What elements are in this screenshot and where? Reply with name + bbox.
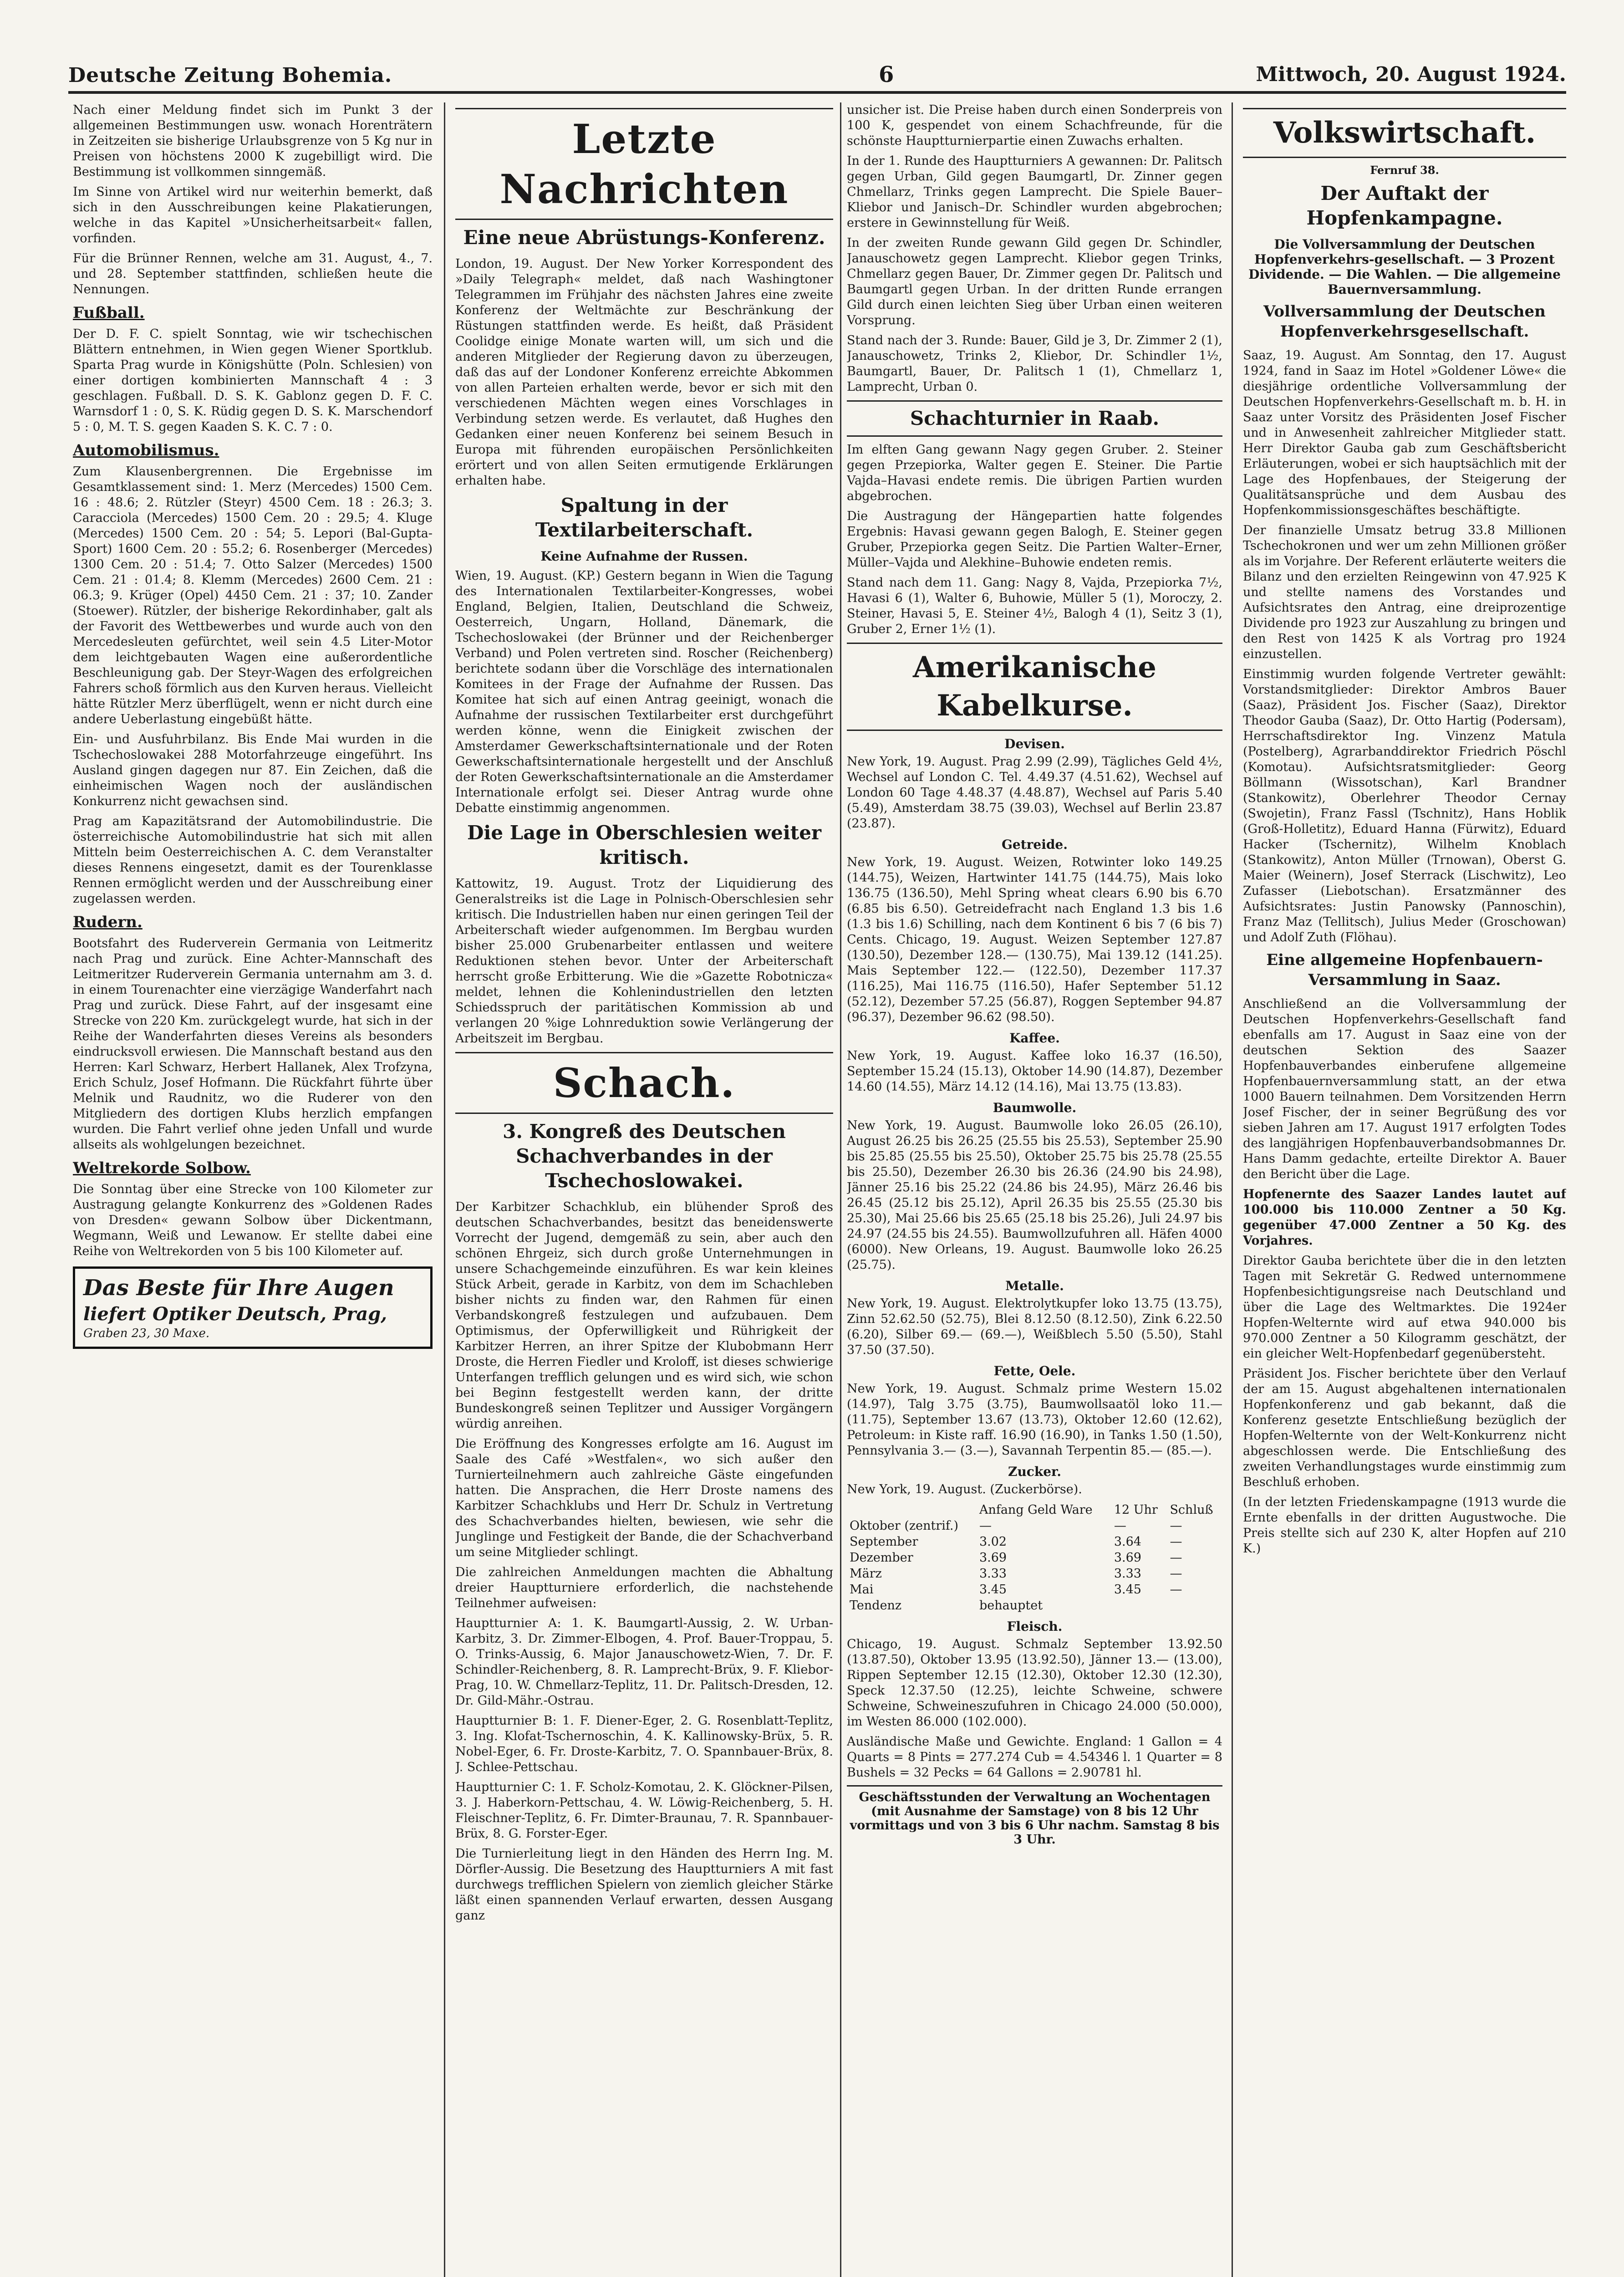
office-hours-notice: Geschäftsstunden der Verwaltung an Wochentagen (mit Ausnahme der Samstage) von 8 bis 12 Uhr vormittags und von 3 bis 6 Uhr nachm. Samstag 8 bis 3 Uhr. bbox=[847, 1785, 1222, 1847]
table-cell: Oktober (zentrif.) bbox=[850, 1519, 959, 1533]
column-divider-1 bbox=[444, 102, 445, 2277]
table-cell: — bbox=[979, 1519, 992, 1533]
schach-continued: unsicher ist. Die Preise haben durch einen Sonderpreis von 100 K, gespendet von einem Schachfreunde, für die schönste Hauptturnierpartie einen Zuwachs erhalten. bbox=[847, 103, 1222, 148]
schach-turnier-c: Hauptturnier C: 1. F. Scholz-Komotau, 2. K. Glöckner-Pilsen, 3. J. Haberkorn-Pettschau, 4. W. Löwig-Reichenberg, 5. H. Fleischner-Teplitz, 6. Fr. Dimter-Braunau, 7. R. Spannbauer-Brüx, 8. G. Forster-Eger. bbox=[455, 1780, 833, 1841]
table-cell: 3.33 bbox=[1114, 1567, 1141, 1581]
section-heading-rudern: Rudern. bbox=[73, 913, 143, 931]
automobilismus-text: Zum Klausenbergrennen. Die Ergebnisse im Gesamtklassement sind: 1. Merz (Mercedes) 1500 Cem. 16 : 48.6; 2. Rützler (Steyr) 4500 Cem. 18 : 26.3; 3. Caracciola (Mercedes) 1500 Cem. 20 : 29.5; 4. Kluge (Mercedes) 1500 Cem. 20 : 54; 5. Lepori (Bal-Gupta-Sport) 1600 Cem. 20 : 55.2; 6. Rosenberger (Mercedes) 1300 Cem. 20 : 51.4; 7. Otto Salzer (Mercedes) 1500 Cem. 21 : 01.4; 8. Klemm (Mercedes) 2600 Cem. 21 : 06.3; 9. Krüger (Opel) 4450 Cem. 21 : 37; 10. Zander (Stoewer). Rützler, der bisherige Rekordinhaber, galt als der Favorit des Wettbewerbes und wurde auch von den Mercedesleuten gefürchtet, weil sein 4.5 Liter-Motor dem leichtgebauten Wagen eine außerordentliche Beschleunigung gab. Der Steyr-Wagen des erfolgreichen Fahrers schoß förmlich aus den Kurven heraus. Vielleicht hätte Rützler Merz überflügelt, wenn er nicht durch eine andere Ueberlastung eingebüßt hätte. bbox=[73, 465, 433, 726]
table-cell: — bbox=[1114, 1519, 1126, 1533]
schach-text-3: Die zahlreichen Anmeldungen machten die Abhaltung dreier Hauptturniere erforderlich, die nachstehende Teilnehmer aufweisen: bbox=[455, 1565, 833, 1610]
header-rule bbox=[68, 91, 1566, 94]
issue-date: Mittwoch, 20. August 1924. bbox=[1256, 63, 1566, 86]
table-cell: — bbox=[1170, 1519, 1182, 1533]
brno-races-note: Für die Brünner Rennen, welche am 31. August, 4., 7. und 28. September stattfinden, schließen heute die Nennungen. bbox=[73, 251, 433, 296]
market-heading-kaffee: Kaffee. bbox=[1009, 1031, 1060, 1046]
schach-text-2: Die Eröffnung des Kongresses erfolgte am 16. August im Saale des Café »Westfalen«, wo sich außer den Turnierteilnehmern auch zahlreiche Gäste eingefunden hatten. Die Ansprachen, die Herr Droste namens des Karbitzer Schachklubs und Herr Dr. Schulz in Vertretung des Schachverbandes hielten, bewiesen, wie sehr die Junglinge und Festigkeit der Bande, die der Schachverband um seine Mitglieder schlingt. bbox=[455, 1437, 833, 1559]
schach-text: Der Karbitzer Schachklub, ein blühender Sproß des deutschen Schachverbandes, besitzt das beneidenswerte Vorrecht der Jugend, demgemäß zu sein, aber auch den schönen Ehrgeiz, sich durch große Unternehmungen in unsere Schachgemeinde einzuführen. Es war kein kleines Stück Arbeit, gerade in Karbitz, von dem im Schachleben bisher nichts zu finden war, den Rahmen für einen Verbandskongreß festzulegen und aufzubauen. Dem Optimismus, der Opferwilligkeit und Rührigkeit der Karbitzer Herren, an ihrer Spitze der Klubobmann Herr Droste, die Herren Fiedler und Kroloff, ist dieses schwierige Unterfangen trefflich gelungen und es wird sich, wie schon bei Beginn festgestellt werden kann, der dritte Bundeskongreß seinen Teplitzer und Aussiger Vorgängern würdig anreihen. bbox=[455, 1200, 833, 1431]
textil-text: Wien, 19. August. (KP.) Gestern begann in Wien die Tagung des Internationalen Textilarbeiter-Kongresses, wobei England, Belgien, Italien, Deutschland die Schweiz, Oesterreich, Ungarn, Holland, Dänemark, die Tschechoslowakei (der Brünner und der Reichenberger Verband) und Polen vertreten sind. Roscher (Reichenberg) berichtete sodann über die Vorschläge des internationalen Komitees in der Frage der Aufnahme der Russen. Das Komitee hat sich auf einen Antrag geeinigt, wonach die Aufnahme der russischen Textilarbeiter erst durchgeführt werden könne, wenn die Einigkeit zwischen der Amsterdamer Gewerkschaftsinternationale und der Roten Gewerkschaftsinternationale hergestellt und der Anschluß der Roten Gewerkschaftsinternationale an die Amsterdamer Internationale erfolgt sei. Dieser Antrag wurde ohne Debatte einstimmig angenommen. bbox=[455, 569, 833, 815]
vollversammlung-text: Saaz, 19. August. Am Sonntag, den 17. August 1924, fand in Saaz im Hotel »Goldener Löwe« die diesjährige ordentliche Vollversammlung der Deutschen Hopfenverkehrs-Gesellschaft m. b. H. in Saaz unter Vorsitz des Präsidenten Josef Fischer und in Anwesenheit zahlreicher Mitglieder statt. Herr Direktor Gauba gab zum Geschäftsbericht Erläuterungen, wobei er sich hauptsächlich mit der Lage des Hopfenbaues, der Steigerung der Qualitätsansprüche und dem Ausbau des Hopfenkommissionsgeschäftes beschäftigte. bbox=[1243, 348, 1566, 517]
kaffee-text: New York, 19. August. Kaffee loko 16.37 (16.50), September 15.24 (15.13), Oktober 14.90 (14.87), Dezember 14.60 (14.55), März 14.12 (14.16), Mai 13.75 (13.83). bbox=[847, 1049, 1222, 1094]
sport-intro: Nach einer Meldung findet sich im Punkt 3 der allgemeinen Bestimmungen usw. wonach Horenträtern in Zeitzeiten sie bisherige Urlaubsgrenze von 5 Kg nur in Preisen von höchstens 2000 K zugebilligt wird. Die Bestimmung ist vollkommen sinngemäß. bbox=[73, 103, 433, 179]
table-cell: 3.45 bbox=[1114, 1583, 1141, 1597]
market-heading-devisen: Devisen. bbox=[1004, 736, 1065, 751]
section-heading-automobilismus: Automobilismus. bbox=[73, 441, 219, 459]
abruestung-text: London, 19. August. Der New Yorker Korrespondent des »Daily Telegraph« meldet, daß nach Washingtoner Telegrammen im Frühjahr des nächsten Jahres eine zweite Konferenz der Weltmächte zur Beschränkung der Rüstungen stattfinden werde. Es heißt, daß Präsident Coolidge einige Monate warten will, um sich und die anderen Mitglieder der Regierung davon zu überzeugen, daß das auf der Londoner Konferenz erreichte Abkommen von allen Parteien erhalten werde, bevor er sich mit den verschiedenen Mächten wegen eines Vorschlages in Verbindung setzen werde. Es verlautet, daß Hughes den Gedanken einer neuen Konferenz bei seinem Besuch in Europa mit führenden europäischen Persönlichkeiten erörtert und von allen Seiten ermutigende Erklärungen erhalten habe. bbox=[455, 257, 833, 488]
table-row bbox=[847, 1566, 1222, 1582]
headline-oberschlesien: Die Lage in Oberschlesien weiter kritisch. bbox=[467, 822, 822, 868]
column-sport bbox=[73, 102, 433, 2277]
section-heading-weltrekorde: Weltrekorde Solbow. bbox=[73, 1159, 251, 1177]
table-cell: — bbox=[1170, 1567, 1182, 1581]
headline-raab: Schachturnier in Raab. bbox=[847, 400, 1222, 437]
section-heading-fussball: Fußball. bbox=[73, 304, 145, 322]
market-heading-fette: Fette, Oele. bbox=[993, 1363, 1076, 1378]
table-cell: 3.64 bbox=[1114, 1535, 1141, 1549]
vollversammlung-text-2: Der finanzielle Umsatz betrug 33.8 Millionen Tschechokronen und wer um zehn Millionen größer als im Vorjahre. Der Referent erläuterte weiters die Bilanz und den erzielten Reingewinn von 47.925 K und stellte namens des Vorstandes und Aufsichtsrates den Antrag, eine dreiprozentige Dividende pro 1923 zur Auszahlung zu bringen und den Rest von 1425 K als Vortrag pro 1924 einzustellen. bbox=[1243, 523, 1566, 661]
ad-headline: Das Beste für Ihre Augen bbox=[83, 1275, 394, 1301]
column-economy bbox=[1243, 102, 1566, 2277]
optician-advertisement bbox=[73, 1266, 433, 1349]
table-cell bbox=[1167, 1598, 1222, 1613]
cable-rates-title: Amerikanische Kabelkurse. bbox=[847, 643, 1222, 731]
table-cell: 3.69 bbox=[979, 1551, 1007, 1565]
rudern-text: Bootsfahrt des Ruderverein Germania von Leitmeritz nach Prag und zurück. Eine Achter-Mannschaft des Leitmeritzer Ruderverein Germania unternahm am 3. d. in einem Tourenachter eine vierzägige Wanderfahrt nach Prag und zurück. Diese Fahrt, auf der insgesamt eine Strecke von 220 Km. zurückgelegt wurde, hat sich in der Reihe der Wanderfahrten dieses Vereins als besonders eindrucksvoll erwiesen. Die Mannschaft bestand aus den Herren: Karl Schwarz, Herbert Hallanek, Alex Trofzyna, Erich Schulz, Josef Hofmann. Die Rückfahrt führte über Melnik und Raudnitz, wo die Ruderer von den Mitgliedern des dortigen Klubs herzlich empfangen wurden. Die Fahrt verlief ohne jeden Unfall und wurde allseits als wohlgelungen bezeichnet. bbox=[73, 936, 433, 1152]
baumwolle-text: New York, 19. August. Baumwolle loko 26.05 (26.10), August 26.25 bis 26.25 (25.55 bis 25.53), September 25.90 bis 25.85 (25.55 bis 25.50), Oktober 25.75 bis 25.78 (25.55 bis 25.50), Dezember 26.30 bis 26.36 (24.90 bis 24.98), Jänner 25.16 bis 25.22 (24.86 bis 24.95), März 26.46 bis 26.45 (25.12 bis 25.12), April 26.35 bis 25.55 (25.30 bis 25.30), Mai 25.66 bis 25.65 (25.18 bis 25.26), Juli 24.97 bis 24.97 (24.55 bis 24.55). Baumwollzufuhren all. Häfen 4000 (6000). New Orleans, 19. August. Baumwolle loko 26.25 (25.75). bbox=[847, 1118, 1222, 1272]
headline-hopfenkampagne: Der Auftakt der Hopfenkampagne. bbox=[1306, 182, 1503, 229]
table-cell: 3.45 bbox=[979, 1583, 1007, 1597]
devisen-text: New York, 19. August. Prag 2.99 (2.99), Tägliches Geld 4½, Wechsel auf London C. Tel. 4.49.37 (4.51.62), Wechsel auf London 60 Tage 4.48.37 (4.48.87), Wechsel auf Paris 5.40 (5.49), Amsterdam 38.75 (39.03), Wechsel auf Berlin 23.87 (23.87). bbox=[847, 755, 1222, 831]
market-heading-baumwolle: Baumwolle. bbox=[993, 1100, 1077, 1115]
sugar-table-header bbox=[847, 1502, 1222, 1518]
table-cell: September bbox=[850, 1535, 918, 1549]
ad-company: liefert Optiker Deutsch, Prag, bbox=[83, 1303, 387, 1325]
table-cell: — bbox=[1170, 1535, 1182, 1549]
table-header-cell: 12 Uhr bbox=[1114, 1503, 1158, 1517]
bauern-text-4: Präsident Jos. Fischer berichtete über den Verlauf der am 15. August abgehaltenen internationalen Hopfenkonferenz und gab bekannt, daß die Konferenz gesetzte Entschließung bezüglich der Hopfen-Welternte von der Welt-Konkurrenz nicht abgeschlossen werde. Die Entschließung des zweiten Verhandlungstages wurde einstimmig zum Beschluß erhoben. bbox=[1243, 1367, 1566, 1489]
masse-gewichte-text: Ausländische Maße und Gewichte. England: 1 Gallon = 4 Quarts = 8 Pints = 277.274 Cub = 4.54346 l. 1 Quarter = 8 Bushels = 32 Pecks = 64 Gallons = 2.90781 hl. bbox=[847, 1735, 1222, 1780]
fleisch-text: Chicago, 19. August. Schmalz September 13.92.50 (13.87.50), Oktober 13.95 (13.92.50), Jänner 13.— (13.00), Rippen September 12.15 (12.30), Oktober 12.30 (12.30), Speck 12.37.50 (12.25), leichte Schweine, schwere Schweine, Schweineszufuhren in Chicago 24.000 (50.000), im Westen 86.000 (102.000). bbox=[847, 1637, 1222, 1729]
table-header-cell: Anfang Geld Ware bbox=[979, 1503, 1093, 1517]
bauern-text: Anschließend an die Vollversammlung der Deutschen Hopfenverkehrs-Gesellschaft fand ebenfalls am 17. August in Saaz eine von der deutschen Sektion des Saazer Hopfenbauverbandes einberufene allgemeine Hopfenbauernversammlung statt, an der etwa 1000 Bauern teilnahmen. Dem Vorsitzenden Herrn Josef Fischer, der in seiner Begrüßung des vor sieben Jahren am 17. August 1917 erfolgten Todes des langjährigen Hopfenbauverbandsobmannes Dr. Hans Damm gedachte, erteilte Direktor A. Bauer den Bericht über die Lage. bbox=[1243, 997, 1566, 1181]
schach-turnier-b: Hauptturnier B: 1. F. Diener-Eger, 2. G. Rosenblatt-Teplitz, 3. Ing. Klofat-Tschernoschin, 4. K. Kallinowsky-Brüx, 5. R. Nobel-Eger, 6. Fr. Droste-Karbitz, 7. O. Spannbauer-Brüx, 8. J. Schlee-Pettschau. bbox=[455, 1714, 833, 1774]
chess-section-title: Schach. bbox=[455, 1052, 833, 1114]
headline-abruestung: Eine neue Abrüstungs-Konferenz. bbox=[463, 226, 825, 249]
fussball-text: Der D. F. C. spielt Sonntag, wie wir tschechischen Blättern entnehmen, in Wien gegen Wiener Sportklub. Sparta Prag wurde in Königshütte (Poln. Schlesien) von einer dortigen kombinierten Mannschaft 4 : 3 geschlagen. Fußball. D. S. K. Gablonz gegen D. F. C. Warnsdorf 1 : 0, S. K. Rüdig gegen D. S. K. Marschendorf 5 : 0, M. T. S. gegen Kaaden S. K. C. 7 : 0. bbox=[73, 327, 433, 434]
latest-news-title: Letzte Nachrichten bbox=[455, 108, 833, 220]
kicker-hopfenkampagne: Die Vollversammlung der Deutschen Hopfenverkehrs-gesellschaft. — 3 Prozent Dividende. — Die Wahlen. — Die allgemeine Bauernversammlung. bbox=[1248, 237, 1561, 297]
table-cell: 3.33 bbox=[979, 1567, 1007, 1581]
table-cell: 3.69 bbox=[1114, 1551, 1141, 1565]
market-heading-zucker: Zucker. bbox=[1008, 1464, 1061, 1479]
oberschlesien-text: Kattowitz, 19. August. Trotz der Liquidierung des Generalstreiks ist die Lage in Polnisch-Oberschlesien sehr kritisch. Die Industriellen haben nur einen geringen Teil der Arbeiterschaft wieder aufgenommen. Im Bergbau wurden bisher 25.000 Grubenarbeiter entlassen und weitere Reduktionen stehen bevor. Unter der Arbeiterschaft herrscht große Erbitterung. Wie die »Gazette Robotnicza« meldet, lehnen die Kohlenindustriellen den letzten Schiedsspruch der paritätischen Kommission ab und verlangen 20 %ige Lohnreduktion sowie Verlängerung der Arbeitszeit im Bergbau. bbox=[455, 877, 833, 1046]
getreide-text: New York, 19. August. Weizen, Rotwinter loko 149.25 (144.75), Weizen, Hartwinter 141.75 (144.75), Mais loko 136.75 (136.50), Mehl Spring wheat clears 6.90 bis 6.70 (6.85 bis 6.50). Getreidefracht nach England 1.3 bis 1.6 (1.3 bis 1.6) Schilling, nach dem Kontinent 6 bis 7 (6 bis 7) Cents. Chicago, 19. August. Weizen September 127.87 (130.50), Dezember 128.— (130.75), Mai 139.12 (141.25). Mais September 122.— (122.50), Dezember 117.37 (116.25), Mai 116.75 (116.50), Hafer September 51.12 (52.12), Dezember 57.25 (56.87), Roggen September 94.87 (96.37), Dezember 96.62 (98.50). bbox=[847, 855, 1222, 1024]
market-heading-fleisch: Fleisch. bbox=[1007, 1619, 1063, 1634]
table-row bbox=[847, 1550, 1222, 1566]
raab-text-2: Die Austragung der Hängepartien hatte folgendes Ergebnis: Havasi gewann gegen Balogh, E. Steiner gegen Gruber, Przepiorka gegen Seitz. Die Partien Walter–Erner, Müller–Vajda und Alekhine–Buhowie endeten remis. bbox=[847, 509, 1222, 570]
headline-vollversammlung: Vollversammlung der Deutschen Hopfenverkehrsgesellschaft. bbox=[1263, 302, 1546, 341]
vollversammlung-wahlen: Einstimmig wurden folgende Vertreter gewählt: Vorstandsmitglieder: Direktor Ambros Bauer (Saaz), Präsident Jos. Fischer (Saaz), Direktor Theodor Gauba (Saaz), Dr. Otto Hartig (Podersam), Herrschaftsdirektor Ing. Vinzenz Matula (Postelberg), Agrarbanddirektor Friedrich Pöschl (Komotau). Aufsichtsratsmitglieder: Georg Böllmann (Wissotschan), Karl Brandner (Stankowitz), Oberlehrer Theodor Cernay (Swojetin), Franz Fassl (Tschnitz), Hans Hoblik (Groß-Holletitz), Eduard Hanna (Fürwitz), Eduard Hacker (Tschernitz), Wilhelm Knoblach (Stankowitz), Anton Müller (Trnowan), Oberst G. Maier (Weinern), Josef Sterrack (Lischwitz), Leo Zufasser (Liebotschan). Ersatzmänner des Aufsichtsrates: Justin Panowsky (Pannoschin), Franz Maz (Tellitsch), Julius Meder (Groschowan) und Adolf Zuth (Flöhau). bbox=[1243, 667, 1566, 944]
page-header bbox=[68, 55, 1566, 96]
bauern-text-3: Direktor Gauba berichtete über die in den letzten Tagen mit Sekretär G. Redwed unternommene Hopfenbesichtigungsreise nach Deutschland und über die Lage des Weltmarktes. Die 1924er Hopfen-Welternte wird auf etwa 940.000 bis 970.000 Zentner a 50 Kilogramm geschätzt, der ein gleicher Welt-Hopfenbedarf gegenübersteht. bbox=[1243, 1254, 1566, 1361]
schach-stand: Stand nach der 3. Runde: Bauer, Gild je 3, Dr. Zimmer 2 (1), Janauschowetz, Trinks 2, Kliebor, Dr. Schindler 1½, Baumgartl, Bauer, Dr. Palitsch 1 (1), Chmellarz 1, Lamprecht, Urban 0. bbox=[847, 333, 1222, 394]
headline-bauernversammlung: Eine allgemeine Hopfenbauern-Versammlung in Saaz. bbox=[1266, 951, 1543, 989]
bauern-text-5: (In der letzten Friedenskampagne (1913 wurde die Ernte ebenfalls in der dritten Augustwoche. Die Preis stellte sich auf 230 K, alter Hopfen auf 210 K.) bbox=[1243, 1495, 1566, 1556]
table-header-cell bbox=[847, 1502, 977, 1518]
table-cell: Dezember bbox=[850, 1551, 913, 1565]
raab-text-3: Stand nach dem 11. Gang: Nagy 8, Vajda, Przepiorka 7½, Havasi 6 (1), Walter 6, Buhowie, Müller 5 (1), Moroczy, 2. Steiner, Havasi 5, E. Steiner 4½, Balogh 4 (1), Seitz 3 (1), Gruber 2, Erner 1½ (1). bbox=[847, 576, 1222, 636]
schach-text-4: Die Turnierleitung liegt in den Händen des Herrn Ing. M. Dörfler-Aussig. Die Besetzung des Hauptturniers A mit fast durchwegs trefflichen Spielern von ziemlich gleicher Stärke läßt einen spannenden Verlauf erwarten, dessen Ausgang ganz bbox=[455, 1847, 833, 1923]
table-row bbox=[847, 1598, 1222, 1613]
automobilismus-text-2: Ein- und Ausfuhrbilanz. Bis Ende Mai wurden in die Tschechoslowakei 288 Motorfahrzeuge eingeführt. Ins Ausland gingen dagegen nur 87. Ein Zeichen, daß die einheimischen Wagen noch der ausländischen Konkurrenz nicht gewachsen sind. bbox=[73, 732, 433, 808]
paper-name: Deutsche Zeitung Bohemia. bbox=[68, 64, 392, 87]
column-chess-markets bbox=[847, 102, 1222, 2277]
phone-number: Fernruf 38. bbox=[1370, 163, 1439, 177]
market-heading-metalle: Metalle. bbox=[1005, 1278, 1064, 1293]
weltrekorde-text: Die Sonntag über eine Strecke von 100 Kilometer zur Austragung gelangte Konkurrenz des »Goldenen Rades von Dresden« gewann Solbow über Dickentmann, Wegmann, Weiß und Lewanow. Er stellte dabei eine Reihe von Weltrekorden von 5 bis 100 Kilometer auf. bbox=[73, 1182, 433, 1258]
kicker-textil: Keine Aufnahme der Russen. bbox=[540, 549, 748, 564]
sugar-table bbox=[847, 1502, 1222, 1613]
table-row bbox=[847, 1534, 1222, 1550]
table-cell: behauptet bbox=[979, 1598, 1043, 1613]
table-cell: 3.02 bbox=[979, 1535, 1007, 1549]
metalle-text: New York, 19. August. Elektrolytkupfer loko 13.75 (13.75), Zinn 52.62.50 (52.75), Blei 8.12.50 (8.12.50), Zink 6.22.50 (6.20), Silber 69.— (69.—), Weißblech 5.50 (5.50), Stahl 37.50 (37.50). bbox=[847, 1297, 1222, 1357]
automobilismus-text-3: Prag am Kapazitätsrand der Automobilindustrie. Die österreichische Automobilindustrie hat sich mit allen Mitteln beim Oesterreichischen A. C. dem Veranstalter dieses Rennens eingesetzt, damit es der Tourenklasse Rennen ermöglicht werden und der Ausschreibung einer zugelassen werden. bbox=[73, 814, 433, 906]
column-divider-2 bbox=[840, 102, 841, 2277]
schach-runde-2: In der zweiten Runde gewann Gild gegen Dr. Schindler, Janauschowetz gegen Lamprecht. Kliebor gegen Trinks, Chmellarz gegen Bauer, Dr. Zimmer gegen Dr. Palitsch und Baumgartl gegen Urban. In der dritten Runde errangen Gild durch einen leichten Sieg über Urban einen weiteren Vorsprung. bbox=[847, 236, 1222, 327]
table-cell: März bbox=[850, 1567, 882, 1581]
market-heading-getreide: Getreide. bbox=[1001, 837, 1068, 852]
ad-address: Graben 23, 30 Maxe. bbox=[83, 1327, 210, 1340]
headline-textil: Spaltung in der Textilarbeiterschaft. bbox=[535, 494, 753, 541]
bauern-text-2: Hopfenernte des Saazer Landes lautet auf 100.000 bis 110.000 Zentner a 50 Kg. gegenüber 47.000 Zentner a 50 Kg. des Vorjahres. bbox=[1243, 1187, 1566, 1248]
fette-text: New York, 19. August. Schmalz prime Western 15.02 (14.97), Talg 3.75 (3.75), Baumwollsaatöl loko 11.— (11.75), September 13.67 (13.73), Oktober 12.60 (12.62), Petroleum: in Kiste raff. 16.90 (16.90), in Tanks 1.50 (1.50), Pennsylvania 3.— (3.—), Savannah Terpentin 85.— (85.—). bbox=[847, 1382, 1222, 1458]
page-number: 6 bbox=[879, 62, 894, 87]
table-header-cell: Schluß bbox=[1170, 1503, 1213, 1517]
sport-intro-2: Im Sinne von Artikel wird nur weiterhin bemerkt, daß sich in den Ausschreibungen keine Plakatierungen, welche in das Kapitel »Unsicherheitsarbeit« fallen, vorfinden. bbox=[73, 185, 433, 245]
column-divider-3 bbox=[1232, 102, 1233, 2277]
column-news-chess bbox=[455, 102, 833, 2277]
raab-text: Im elften Gang gewann Nagy gegen Gruber. 2. Steiner gegen Przepiorka, Walter gegen E. Steiner. Die Partie Vajda–Havasi endete remis. Die übrigen Partien wurden abgebrochen. bbox=[847, 443, 1222, 503]
schach-runde-1: In der 1. Runde des Hauptturniers A gewannen: Dr. Palitsch gegen Urban, Gild gegen Baumgartl, Dr. Zinner gegen Chmellarz, Trinks gegen Lamprecht. Die Spiele Bauer–Kliebor und Janisch–Dr. Schindler wurden abgebrochen; erstere in Gewinnstellung für Weiß. bbox=[847, 154, 1222, 230]
table-cell: — bbox=[1170, 1551, 1182, 1565]
table-row bbox=[847, 1518, 1222, 1534]
table-cell: Mai bbox=[850, 1583, 874, 1597]
headline-schachkongress: 3. Kongreß des Deutschen Schachverbandes in der Tschechoslowakei. bbox=[503, 1120, 786, 1192]
table-cell: Tendenz bbox=[850, 1598, 902, 1613]
table-cell bbox=[1111, 1598, 1167, 1613]
zucker-head: New York, 19. August. (Zuckerbörse). bbox=[847, 1482, 1082, 1496]
table-row bbox=[847, 1582, 1222, 1598]
schach-turnier-a: Hauptturnier A: 1. K. Baumgartl-Aussig, 2. W. Urban-Karbitz, 3. Dr. Zimmer-Elbogen, 4. Prof. Bauer-Troppau, 5. O. Trinks-Aussig, 6. Major Janauschowetz-Wien, 7. Dr. F. Schindler-Reichenberg, 8. R. Lamprecht-Brüx, 9. F. Kliebor-Prag, 10. W. Chmellarz-Teplitz, 11. Dr. Palitsch-Dresden, 12. Dr. Gild-Mähr.-Ostrau. bbox=[455, 1616, 833, 1708]
economy-section-title: Volkswirtschaft. bbox=[1243, 108, 1566, 158]
table-cell: — bbox=[1170, 1583, 1182, 1597]
